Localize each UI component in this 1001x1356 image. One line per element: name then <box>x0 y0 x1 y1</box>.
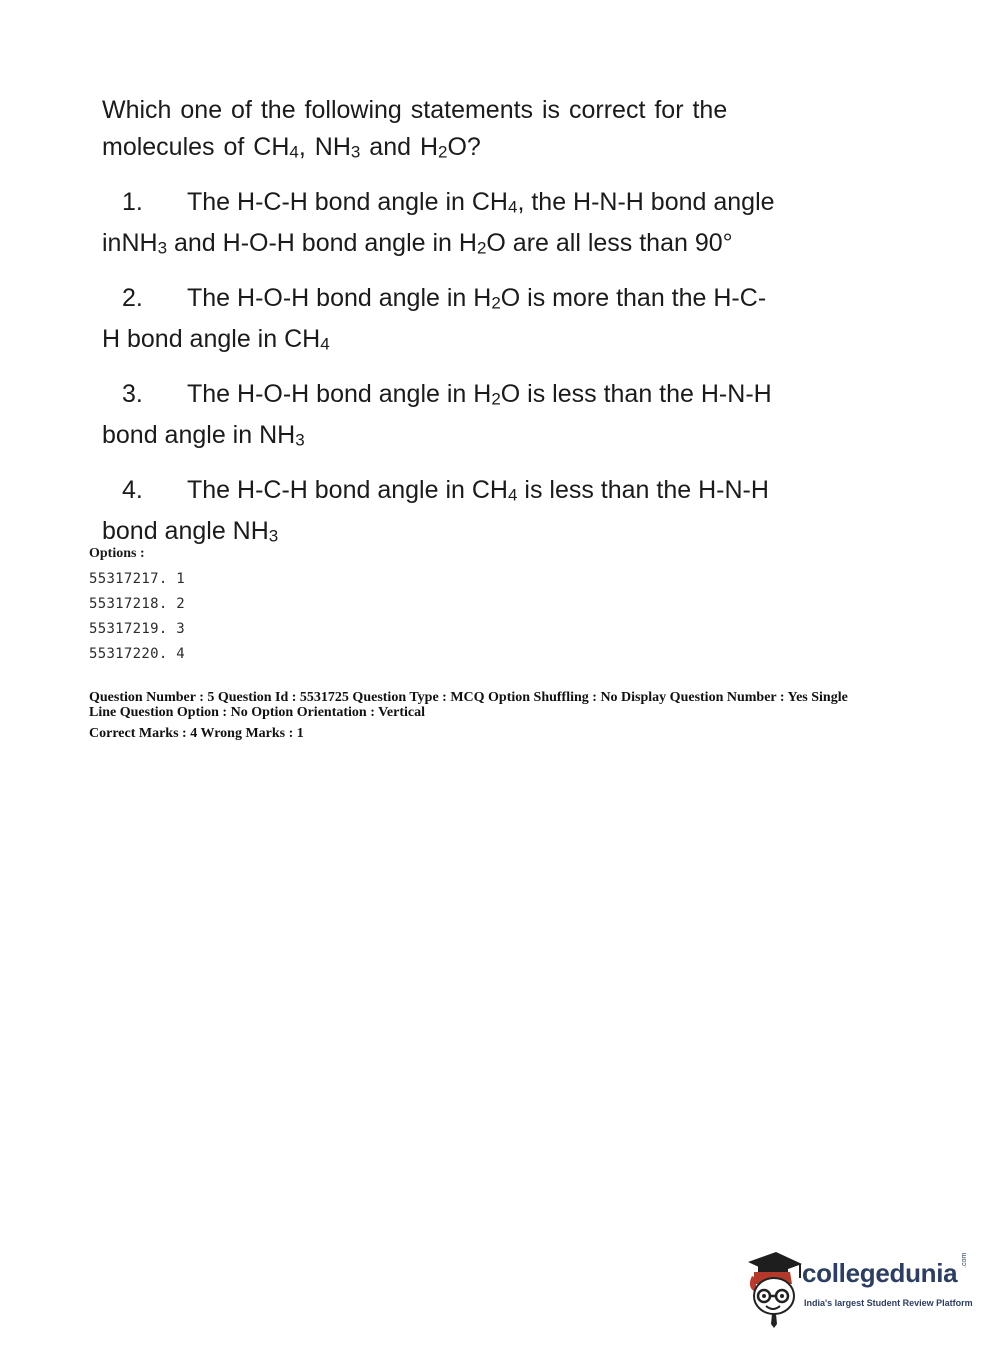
question-block <box>102 92 832 568</box>
collegedunia-logo <box>742 1248 972 1328</box>
brand-suffix: .com <box>961 1252 968 1268</box>
choice-1 <box>102 184 832 267</box>
option-item: 55317219. 3 <box>89 621 186 637</box>
question-stem-line1: Which one of the following statements is correct for the <box>102 96 728 124</box>
choice-text-line2: inNH$_3$ and H-O-H bond angle in $H_2O$ are all less than 90° <box>102 229 733 258</box>
options-title: Options : <box>89 546 145 561</box>
choice-3 <box>102 376 832 459</box>
mascot-icon <box>742 1248 804 1328</box>
options-block <box>89 545 909 667</box>
choice-text-line1: The H-C-H bond angle in $CH_4$ is less than the H-N-H <box>187 475 769 505</box>
option-item: 55317220. 4 <box>89 646 186 662</box>
choice-number: 3. <box>122 379 143 408</box>
choice-4 <box>102 472 832 555</box>
metadata-line2: Line Question Option : No Option Orientation : Vertical <box>89 705 426 720</box>
question-stem-line2: molecules of $CH_4$, $NH_3$ and $H_2O$? <box>102 133 481 162</box>
options-list <box>89 567 909 667</box>
choice-text-line2: bond angle in $NH_3$ <box>102 421 305 450</box>
brand-name: collegedunia <box>802 1258 958 1288</box>
choice-text-line1: The H-C-H bond angle in $CH_4$, the H-N-H bond angle <box>187 187 775 217</box>
choice-number: 2. <box>122 283 143 312</box>
question-metadata <box>89 690 909 741</box>
brand-tagline: India's largest Student Review Platform <box>804 1298 973 1308</box>
choice-number: 4. <box>122 475 143 504</box>
choice-text-line1: The H-O-H bond angle in $H_2O$ is more than the H-C- <box>187 283 767 313</box>
choice-text-line1: The H-O-H bond angle in $H_2O$ is less than the H-N-H <box>187 379 772 409</box>
choice-text-line2: H bond angle in $CH_4$ <box>102 325 330 354</box>
option-item: 55317218. 2 <box>89 596 186 612</box>
question-stem <box>102 92 832 171</box>
choice-text-line2: bond angle $NH_3$ <box>102 517 279 546</box>
metadata-line1: Question Number : 5 Question Id : 5531725 Question Type : MCQ Option Shuffling : No Display Question Number : Yes Single <box>89 690 848 705</box>
choice-2 <box>102 280 832 363</box>
option-item: 55317217. 1 <box>89 571 186 587</box>
choice-number: 1. <box>122 187 143 216</box>
marks-info: Correct Marks : 4 Wrong Marks : 1 <box>89 726 304 741</box>
